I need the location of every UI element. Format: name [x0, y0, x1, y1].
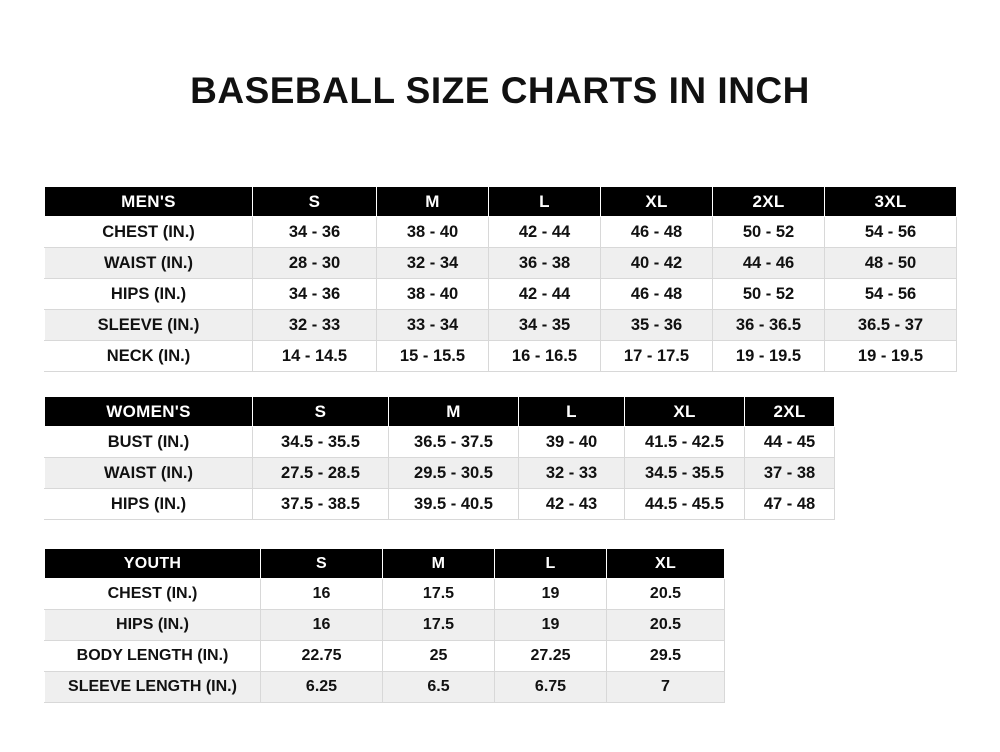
- table-row: [45, 341, 957, 372]
- table-cell: 34 - 35: [489, 310, 601, 341]
- row-label: WAIST (IN.): [45, 248, 253, 279]
- table-cell: 14 - 14.5: [253, 341, 377, 372]
- column-header-m: M: [383, 549, 495, 579]
- table-cell: 37.5 - 38.5: [253, 489, 389, 520]
- womens-chart-body: [45, 427, 835, 520]
- table-cell: 40 - 42: [601, 248, 713, 279]
- table-cell: 44 - 45: [745, 427, 835, 458]
- table-cell: 44 - 46: [713, 248, 825, 279]
- table-cell: 50 - 52: [713, 217, 825, 248]
- table-cell: 20.5: [607, 579, 725, 610]
- row-label: HIPS (IN.): [45, 489, 253, 520]
- column-header-category: WOMEN'S: [45, 397, 253, 427]
- table-header-row: [45, 187, 957, 217]
- row-label: CHEST (IN.): [45, 579, 261, 610]
- column-header-category: MEN'S: [45, 187, 253, 217]
- column-header-s: S: [261, 549, 383, 579]
- table-cell: 19: [495, 610, 607, 641]
- youth-size-chart: [44, 548, 725, 703]
- row-label: BODY LENGTH (IN.): [45, 641, 261, 672]
- table-cell: 17.5: [383, 579, 495, 610]
- table-cell: 16: [261, 579, 383, 610]
- table-cell: 6.5: [383, 672, 495, 703]
- table-row: [45, 458, 835, 489]
- table-cell: 35 - 36: [601, 310, 713, 341]
- column-header-2xl: 2XL: [713, 187, 825, 217]
- table-cell: 25: [383, 641, 495, 672]
- mens-chart-body: [45, 217, 957, 372]
- column-header-3xl: 3XL: [825, 187, 957, 217]
- table-cell: 42 - 44: [489, 217, 601, 248]
- table-cell: 27.5 - 28.5: [253, 458, 389, 489]
- table-row: [45, 248, 957, 279]
- row-label: SLEEVE LENGTH (IN.): [45, 672, 261, 703]
- mens-chart-header: [45, 187, 957, 217]
- table-cell: 6.75: [495, 672, 607, 703]
- column-header-category: YOUTH: [45, 549, 261, 579]
- column-header-xl: XL: [601, 187, 713, 217]
- table-cell: 44.5 - 45.5: [625, 489, 745, 520]
- table-row: [45, 489, 835, 520]
- table-cell: 36.5 - 37: [825, 310, 957, 341]
- table-cell: 16 - 16.5: [489, 341, 601, 372]
- table-cell: 20.5: [607, 610, 725, 641]
- table-cell: 54 - 56: [825, 217, 957, 248]
- table-cell: 34.5 - 35.5: [625, 458, 745, 489]
- column-header-s: S: [253, 397, 389, 427]
- column-header-l: L: [495, 549, 607, 579]
- table-row: [45, 279, 957, 310]
- table-cell: 36.5 - 37.5: [389, 427, 519, 458]
- table-cell: 34 - 36: [253, 217, 377, 248]
- row-label: HIPS (IN.): [45, 279, 253, 310]
- table-cell: 32 - 33: [519, 458, 625, 489]
- row-label: WAIST (IN.): [45, 458, 253, 489]
- table-cell: 19 - 19.5: [713, 341, 825, 372]
- table-row: [45, 610, 725, 641]
- womens-size-chart: [44, 396, 835, 520]
- table-cell: 38 - 40: [377, 279, 489, 310]
- table-cell: 15 - 15.5: [377, 341, 489, 372]
- youth-chart-header: [45, 549, 725, 579]
- table-cell: 27.25: [495, 641, 607, 672]
- table-cell: 42 - 44: [489, 279, 601, 310]
- table-cell: 46 - 48: [601, 217, 713, 248]
- page-title: BASEBALL SIZE CHARTS IN INCH: [190, 70, 810, 111]
- column-header-xl: XL: [607, 549, 725, 579]
- table-cell: 48 - 50: [825, 248, 957, 279]
- table-cell: 54 - 56: [825, 279, 957, 310]
- table-cell: 22.75: [261, 641, 383, 672]
- table-header-row: [45, 397, 835, 427]
- row-label: NECK (IN.): [45, 341, 253, 372]
- row-label: SLEEVE (IN.): [45, 310, 253, 341]
- table-cell: 37 - 38: [745, 458, 835, 489]
- table-header-row: [45, 549, 725, 579]
- table-cell: 36 - 38: [489, 248, 601, 279]
- table-cell: 39 - 40: [519, 427, 625, 458]
- table-cell: 34 - 36: [253, 279, 377, 310]
- row-label: CHEST (IN.): [45, 217, 253, 248]
- column-header-m: M: [389, 397, 519, 427]
- table-cell: 50 - 52: [713, 279, 825, 310]
- table-cell: 19: [495, 579, 607, 610]
- column-header-l: L: [489, 187, 601, 217]
- table-cell: 29.5: [607, 641, 725, 672]
- womens-chart-header: [45, 397, 835, 427]
- table-cell: 32 - 33: [253, 310, 377, 341]
- table-cell: 29.5 - 30.5: [389, 458, 519, 489]
- table-cell: 36 - 36.5: [713, 310, 825, 341]
- youth-chart-body: [45, 579, 725, 703]
- column-header-l: L: [519, 397, 625, 427]
- table-cell: 47 - 48: [745, 489, 835, 520]
- row-label: HIPS (IN.): [45, 610, 261, 641]
- table-cell: 17.5: [383, 610, 495, 641]
- table-cell: 42 - 43: [519, 489, 625, 520]
- table-cell: 17 - 17.5: [601, 341, 713, 372]
- table-cell: 39.5 - 40.5: [389, 489, 519, 520]
- column-header-2xl: 2XL: [745, 397, 835, 427]
- table-row: [45, 217, 957, 248]
- table-row: [45, 579, 725, 610]
- table-cell: 32 - 34: [377, 248, 489, 279]
- table-row: [45, 310, 957, 341]
- table-cell: 7: [607, 672, 725, 703]
- column-header-s: S: [253, 187, 377, 217]
- column-header-xl: XL: [625, 397, 745, 427]
- table-cell: 38 - 40: [377, 217, 489, 248]
- table-cell: 33 - 34: [377, 310, 489, 341]
- table-cell: 19 - 19.5: [825, 341, 957, 372]
- column-header-m: M: [377, 187, 489, 217]
- row-label: BUST (IN.): [45, 427, 253, 458]
- table-cell: 16: [261, 610, 383, 641]
- table-row: [45, 672, 725, 703]
- table-cell: 6.25: [261, 672, 383, 703]
- table-cell: 28 - 30: [253, 248, 377, 279]
- table-cell: 41.5 - 42.5: [625, 427, 745, 458]
- table-cell: 34.5 - 35.5: [253, 427, 389, 458]
- table-cell: 46 - 48: [601, 279, 713, 310]
- table-row: [45, 641, 725, 672]
- table-row: [45, 427, 835, 458]
- mens-size-chart: [44, 186, 957, 372]
